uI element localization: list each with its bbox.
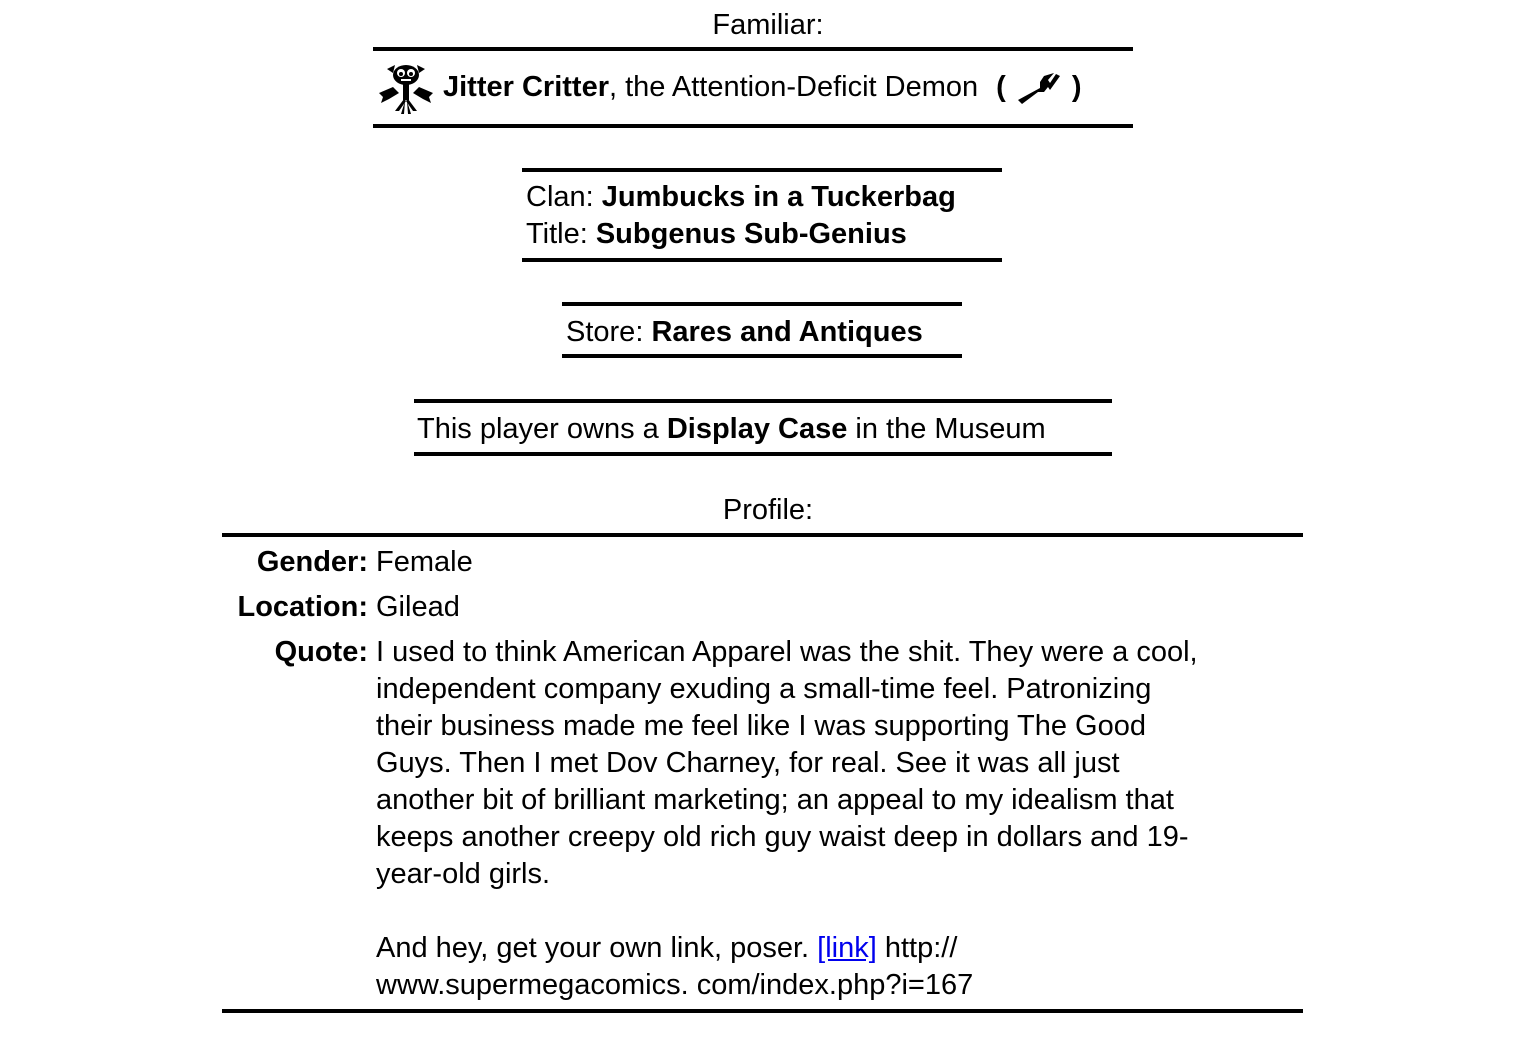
quote-line: Guys. Then I met Dov Charney, for real. See it was all just [376,747,1120,779]
museum-item[interactable]: Display Case [666,413,848,445]
title-label: Title: [526,218,596,250]
profile-box [222,533,1303,1013]
quote-line: their business made me feel like I was supporting The Good [376,710,1146,742]
location-label: Location: [237,591,368,623]
familiar-box [373,47,1133,128]
quote-line: another bit of brilliant marketing; an appeal to my idealism that [376,784,1174,816]
title-name: Subgenus Sub-Genius [595,218,907,250]
quote-line: year-old girls. [376,858,551,890]
quote-line: I used to think American Apparel was the shit. They were a cool, [376,636,1198,668]
museum-suffix: in the Museum [847,413,1046,445]
gender-label: Gender: [256,546,368,578]
quote-label: Quote: [274,636,368,668]
familiar-heading: Familiar: [712,9,824,41]
quote-value [376,634,1296,1004]
title-row [526,216,1002,253]
gender-value: Female [376,546,473,578]
clan-name[interactable]: Jumbucks in a Tuckerbag [601,181,956,213]
quote-link[interactable]: [link] [817,932,877,964]
familiar-name: Jitter Critter [443,71,609,103]
open-paren: ( [996,71,1006,103]
quote-tail-prefix: And hey, get your own link, poser. [376,932,818,964]
quote-tail-line [376,930,1296,967]
quote-line: independent company exuding a small-time feel. Patronizing [376,673,1152,705]
store-box [562,302,962,358]
location-value: Gilead [376,591,460,623]
quote-tail-after-link: http:// [876,932,958,964]
familiar-description: , the Attention-Deficit Demon [609,71,979,103]
quote-line: keeps another creepy old rich guy waist deep in dollars and 19- [376,821,1189,853]
store-label: Store: [566,316,652,348]
close-paren: ) [1071,71,1082,103]
museum-box [414,399,1112,456]
clan-label: Clan: [526,181,602,213]
profile-heading: Profile: [722,494,814,526]
museum-prefix: This player owns a [417,413,667,445]
clan-box [522,168,1002,262]
store-name[interactable]: Rares and Antiques [651,316,923,348]
quote-tail-line-2: www.supermegacomics. com/index.php?i=167 [376,969,974,1001]
clan-row [526,179,1002,216]
quote-blank-line [376,893,1296,930]
demon-familiar-icon[interactable] [377,59,435,117]
wrench-icon[interactable] [1014,70,1064,106]
